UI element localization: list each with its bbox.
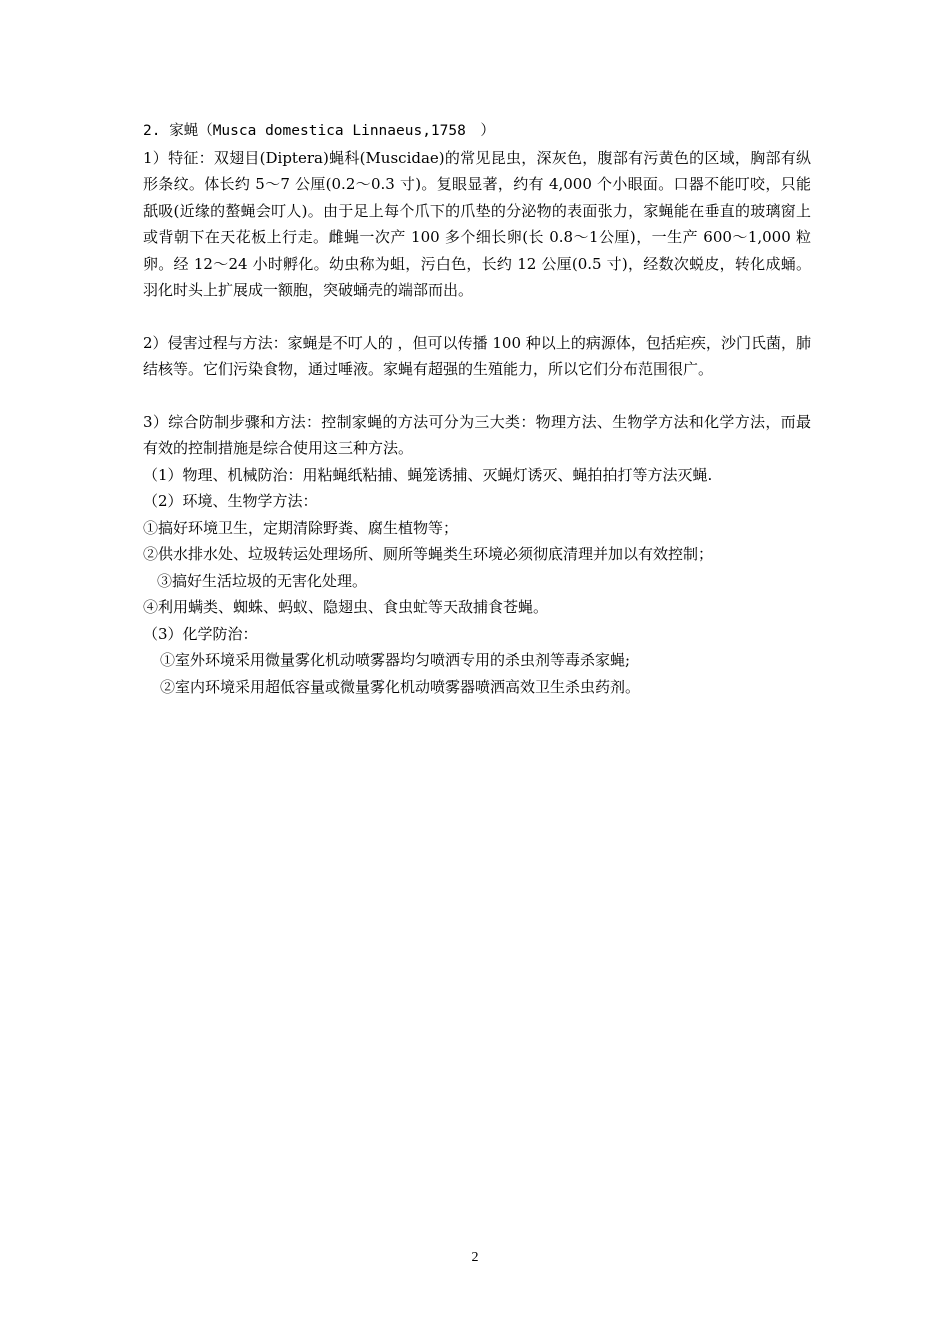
harm-paragraph: 2）侵害过程与方法：家蝇是不叮人的 ，但可以传播 100 种以上的病源体，包括疟疾，沙门氏菌，肺结核等。它们污染食物，通过唾液。家蝇有超强的生殖能力，所以它们分布范围很广。 <box>143 333 811 378</box>
environment-item: ①搞好环境卫生，定期清除野粪、腐生植物等； <box>143 518 459 537</box>
environment-item: ④利用螨类、蜘蛛、蚂蚁、隐翅虫、食虫虻等天敌捕食苍蝇。 <box>143 598 549 616</box>
control-intro-paragraph: 3）综合防制步骤和方法：控制家蝇的方法可分为三大类：物理方法、生物学方法和化学方法，而最有效的控制措施是综合使用这三种方法。 <box>143 412 811 457</box>
paragraph-spacer <box>143 304 811 330</box>
chemical-item: ①室外环境采用微量雾化机动喷雾器均匀喷洒专用的杀虫剂等毒杀家蝇; <box>160 651 631 669</box>
chemical-item: ②室内环境采用超低容量或微量雾化机动喷雾器喷洒高效卫生杀虫药剂。 <box>160 677 641 696</box>
physical-control-line: （1）物理、机械防治：用粘蝇纸粘捕、蝇笼诱捕、灭蝇灯诱灭、蝇拍拍打等方法灭蝇. <box>143 465 713 484</box>
paragraph-spacer <box>143 383 811 409</box>
features-paragraph: 1）特征：双翅目(Diptera)蝇科(Muscidae)的常见昆虫，深灰色，腹部有污黄色的区域，胸部有纵形条纹。体长约 5～7 公厘(0.2～0.3 寸)。复眼显著，约有 4,000 个小眼面。口器不能叮咬，只能舐吸(近缘的螯蝇会叮人)。由于足上每个爪下的爪垫的分泌物的表面张力，家蝇能在垂直的玻璃窗上或背朝下在天花板上行走。雌蝇一次产 100 多个细长卵(长 0.8～1公厘)，一生产 600～1,000 粒卵。经 12～24 小时孵化。幼虫称为蛆，污白色，长约 12 公厘(0.5 寸)，经数次蜕皮，转化成蛹。羽化时头上扩展成一额胞，突破蛹壳的端部而出。 <box>143 148 811 299</box>
section-title: 2. 家蝇（Musca domestica Linnaeus,1758 ） <box>143 123 495 139</box>
environment-item: ③搞好生活垃圾的无害化处理。 <box>157 571 368 590</box>
environment-item: ②供水排水处、垃圾转运处理场所、厕所等蝇类生环境必须彻底清理并加以有效控制； <box>143 545 714 563</box>
environment-control-heading: （2）环境、生物学方法： <box>143 492 318 510</box>
page-number: 2 <box>471 1250 479 1265</box>
document-body <box>143 118 811 700</box>
chemical-control-heading: （3）化学防治： <box>143 624 258 643</box>
